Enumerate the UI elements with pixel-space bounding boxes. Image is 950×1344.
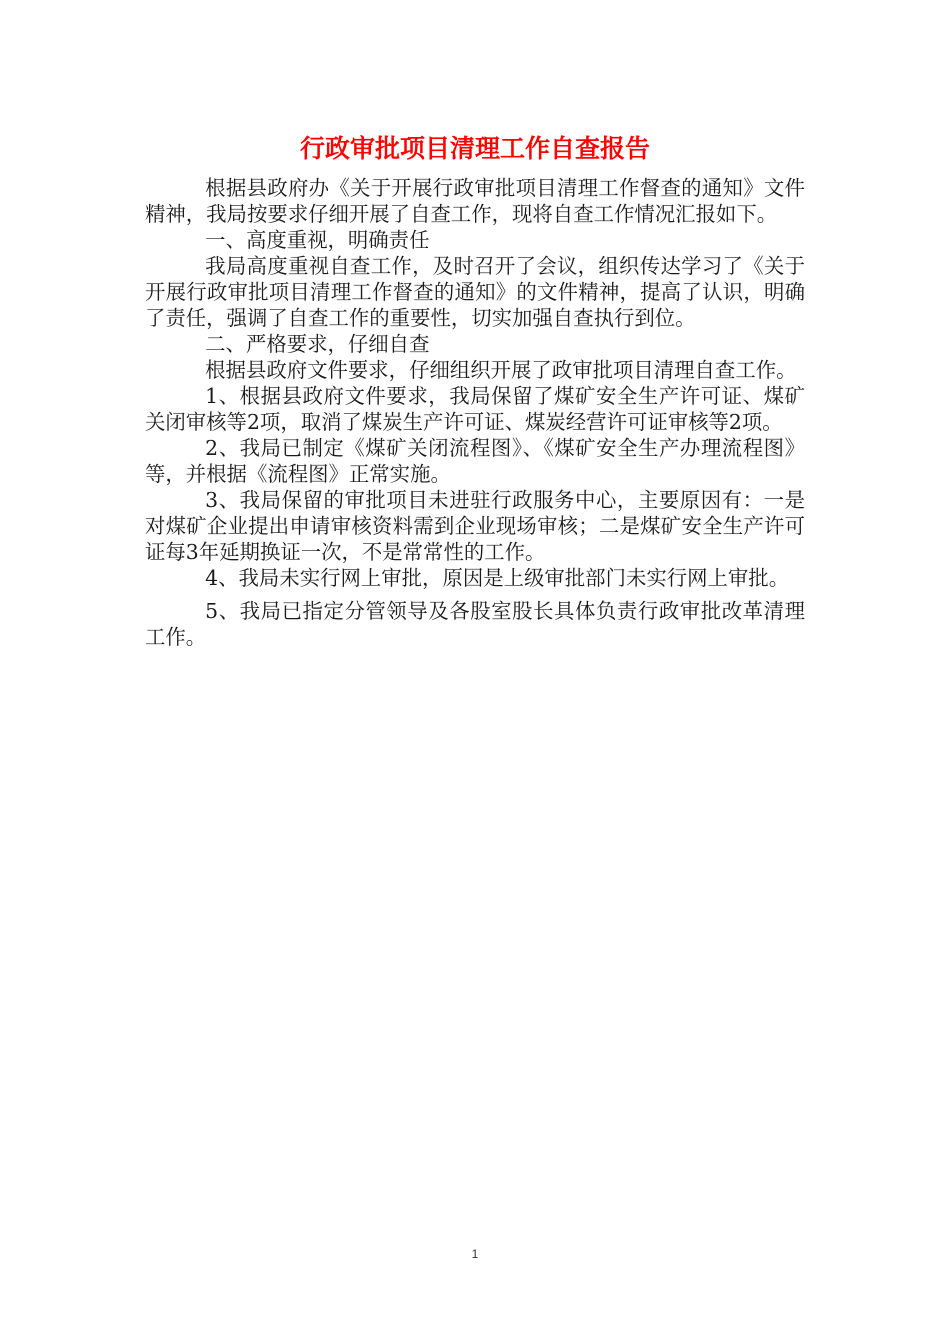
document-title: 行政审批项目清理工作自查报告 (299, 134, 650, 163)
page-number: 1 (471, 1247, 479, 1261)
list-item-2: 2、我局已制定《煤矿关闭流程图》、《煤矿安全生产办理流程图》等，并根据《流程图》正常实施。 (145, 436, 805, 486)
paragraph-section-2: 根据县政府文件要求，仔细组织开展了政审批项目清理自查工作。 (205, 358, 797, 382)
section-heading-1: 一、高度重视，明确责任 (205, 228, 430, 252)
list-item-3: 3、我局保留的审批项目未进驻行政服务中心，主要原因有：一是对煤矿企业提出申请审核资料需到企业现场审核；二是煤矿安全生产许可证每3年延期换证一次，不是常常性的工作。 (145, 488, 805, 564)
document-body (145, 175, 805, 650)
paragraph-section-1: 我局高度重视自查工作，及时召开了会议，组织传达学习了《关于开展行政审批项目清理工作督查的通知》的文件精神，提高了认识，明确了责任，强调了自查工作的重要性，切实加强自查执行到位。 (145, 254, 805, 330)
list-item-5: 5、我局已指定分管领导及各股室股长具体负责行政审批改革清理工作。 (145, 599, 805, 649)
list-item-1: 1、根据县政府文件要求，我局保留了煤矿安全生产许可证、煤矿关闭审核等2项，取消了煤炭生产许可证、煤炭经营许可证审核等2项。 (145, 384, 805, 434)
paragraph-intro: 根据县政府办《关于开展行政审批项目清理工作督查的通知》文件精神，我局按要求仔细开展了自查工作，现将自查工作情况汇报如下。 (145, 176, 805, 226)
section-heading-2: 二、严格要求，仔细自查 (205, 332, 430, 356)
list-item-4: 4、我局未实行网上审批，原因是上级审批部门未实行网上审批。 (205, 566, 790, 590)
